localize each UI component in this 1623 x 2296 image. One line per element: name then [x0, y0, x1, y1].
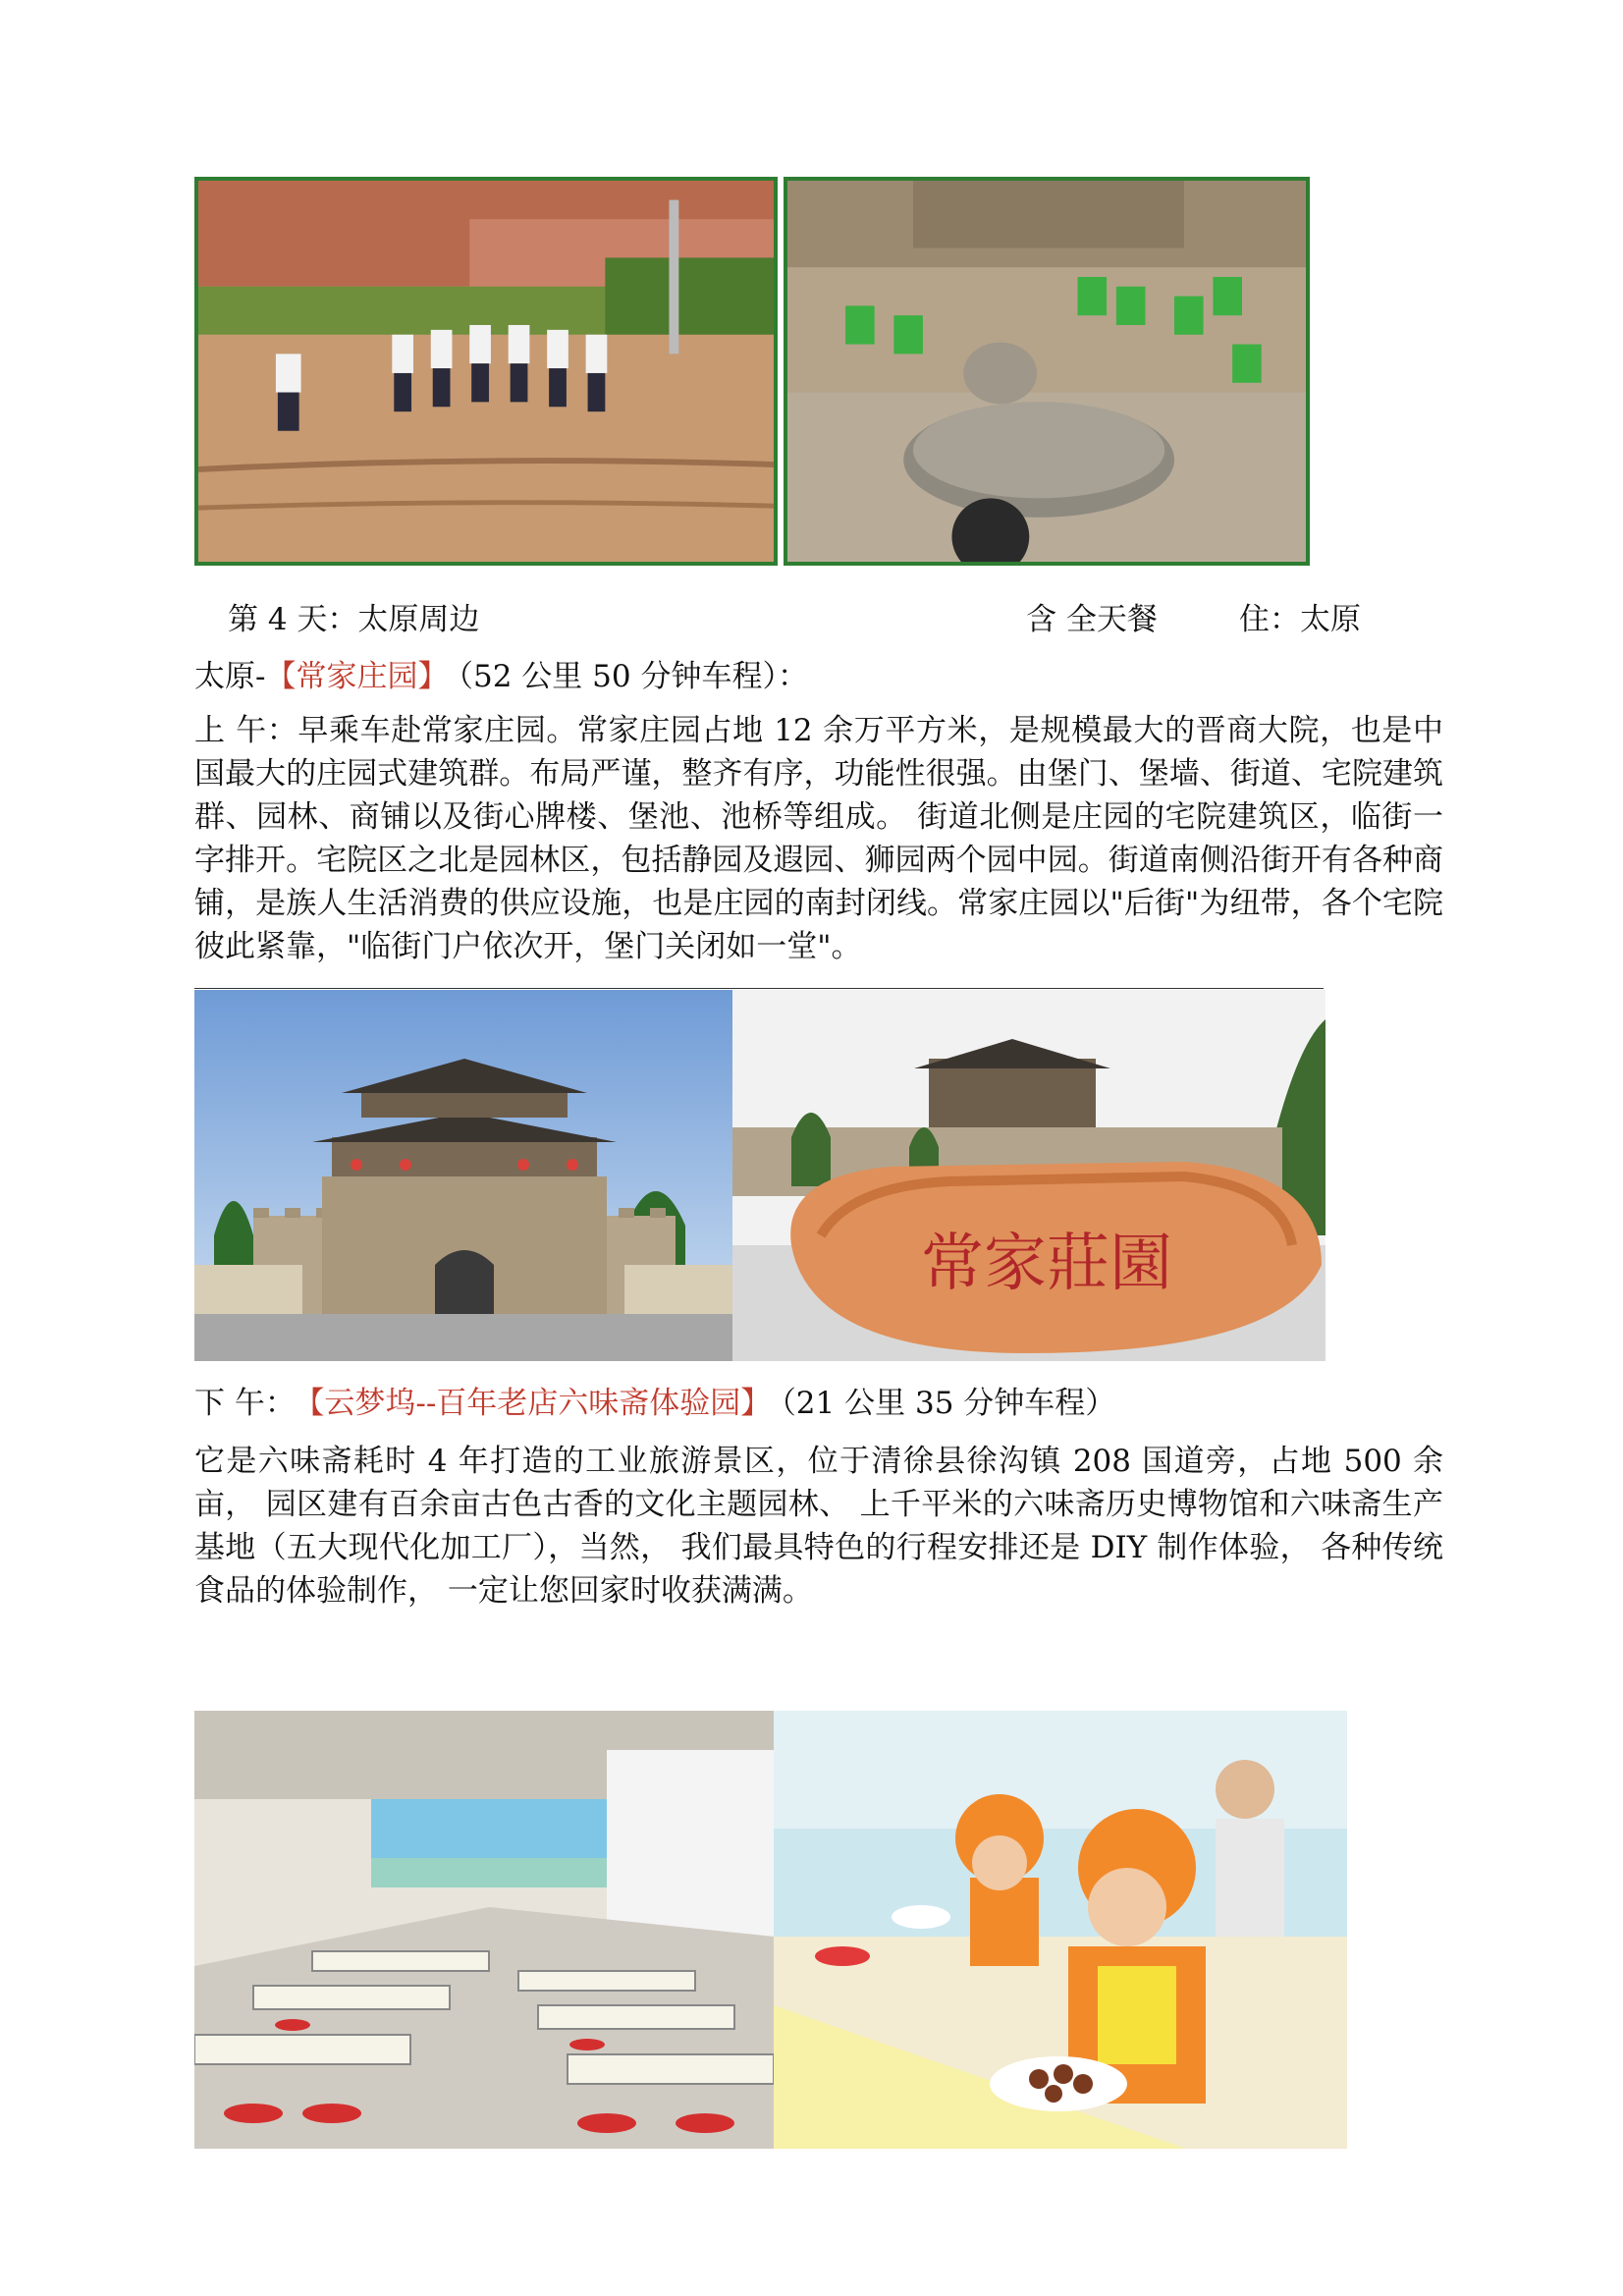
- route-prefix: 太原-: [194, 659, 266, 694]
- day-stay: 住：太原: [1239, 602, 1361, 637]
- morning-text: 早乘车赴常家庄园。常家庄园占地 12 余万平方米，是规模最大的晋商大院，也是中国最大的庄园式建筑群。布局严谨，整齐有序，功能性很强。由堡门、堡墙、街道、宅院建筑群、园林、商铺以及街心牌楼、堡池、池桥等组成。 街道北侧是庄园的宅院建筑区，临街一字排开。宅院区之北是园林区，包括静园及遐园、狮园两个园中园。街道南侧沿街开有各种商铺，是族人生活消费的供应设施，也是庄园的南封闭线。常家庄园以"后街"为纽带，各个宅院彼此紧靠，"临街门户依次开，堡门关闭如一堂"。: [194, 713, 1443, 964]
- route-line: [194, 656, 808, 697]
- morning-label: 上 午：: [194, 713, 298, 748]
- afternoon-place: 【云梦坞--百年老店六味斋体验园】: [308, 1386, 772, 1421]
- route-place: 【常家庄园】: [265, 659, 449, 694]
- afternoon-distance: （21 公里 35 分钟车程）: [781, 1386, 1116, 1421]
- morning-paragraph: [194, 709, 1443, 968]
- photo-gate-tower: [194, 990, 732, 1361]
- day-meals: 含 全天餐: [1026, 602, 1158, 637]
- photo-workshop-hall: [194, 1711, 774, 2149]
- afternoon-paragraph: 它是六味斋耗时 4 年打造的工业旅游景区，位于清徐县徐沟镇 208 国道旁，占地 500 余亩， 园区建有百余亩古色古香的文化主题园林、 上千平米的六味斋历史博物馆和六味斋生产基地（五大现代化加工厂），当然， 我们最具特色的行程安排还是 DIY 制作体验， 各种传统食品的体验制作， 一定让您回家时收获满满。: [194, 1444, 1443, 1609]
- stone-inscription-text: 常家莊園: [921, 1228, 1172, 1300]
- photo-stone-mill-children: [784, 177, 1310, 566]
- day-title: 第 4 天：太原周边: [228, 602, 480, 637]
- afternoon-line: [194, 1383, 1115, 1424]
- photo-farm-plowing: [194, 177, 778, 566]
- photo-kids-cooking: [774, 1711, 1347, 2149]
- divider: [194, 988, 1324, 989]
- afternoon-label: 下 午：: [194, 1386, 296, 1421]
- route-distance: （52 公里 50 分钟车程）：: [458, 659, 808, 694]
- photo-stone-inscription: [732, 990, 1325, 1361]
